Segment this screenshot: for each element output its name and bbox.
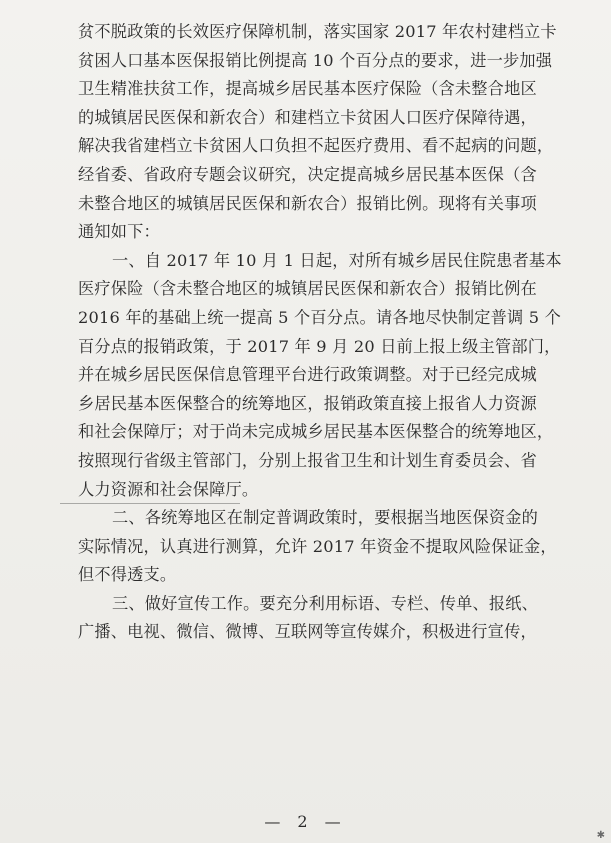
text-line	[78, 275, 583, 304]
text-line	[78, 390, 583, 419]
handwritten-underline	[60, 503, 240, 504]
text-line	[78, 190, 583, 219]
text-line	[78, 218, 583, 247]
document-body	[78, 18, 583, 647]
text-line	[78, 361, 583, 390]
text-line	[78, 304, 583, 333]
text-line	[78, 476, 583, 505]
text-line	[78, 561, 583, 590]
text-line-content: 经省委、省政府专题会议研究，决定提高城乡居民基本医保（含	[78, 164, 537, 184]
text-line-content: 未整合地区的城镇居民医保和新农合）报销比例。现将有关事项	[78, 193, 537, 213]
text-line	[78, 618, 583, 647]
text-line	[78, 104, 583, 133]
text-line-content: 二、各统筹地区在制定普调政策时，要根据当地医保资金的	[112, 508, 539, 528]
text-line-content: 人力资源和社会保障厅。	[78, 479, 259, 499]
text-line	[78, 333, 583, 362]
text-line	[78, 47, 583, 76]
text-line	[78, 447, 583, 476]
text-line-content: 贫不脱政策的长效医疗保障机制，落实国家 2017 年农村建档立卡	[78, 22, 557, 41]
text-line-content: 并在城乡居民医保信息管理平台进行政策调整。对于已经完成城	[78, 365, 537, 385]
text-line-content: 三、做好宣传工作。要充分利用标语、专栏、传单、报纸、	[112, 593, 539, 613]
text-line-content: 贫困人口基本医保报销比例提高 10 个百分点的要求，进一步加强	[78, 50, 553, 70]
text-line	[78, 533, 583, 562]
text-line-content: 百分点的报销政策，于 2017 年 9 月 20 日前上报上级主管部门，	[78, 336, 561, 356]
text-line-content: 的城镇居民医保和新农合）和建档立卡贫困人口医疗保障待遇，	[78, 107, 537, 127]
text-line-content: 2016 年的基础上统一提高 5 个百分点。请各地尽快制定普调 5 个	[78, 307, 562, 327]
text-line	[78, 504, 583, 533]
text-line	[78, 590, 583, 619]
text-line-content: 医疗保险（含未整合地区的城镇居民医保和新农合）报销比例在	[78, 279, 537, 299]
text-line	[78, 418, 583, 447]
page-number: — 2 —	[264, 812, 347, 831]
text-line-content: 一、自 2017 年 10 月 1 日起，对所有城乡居民住院患者基本	[112, 250, 562, 270]
text-line-content: 乡居民基本医保整合的统筹地区，报销政策直接上报省人力资源	[78, 393, 537, 413]
text-line-content: 但不得透支。	[78, 565, 177, 585]
text-line-content: 解决我省建档立卡贫困人口负担不起医疗费用、看不起病的问题，	[78, 136, 554, 156]
corner-mark: ✱	[596, 830, 605, 841]
text-line	[78, 18, 583, 47]
text-line-content: 实际情况，认真进行测算，允许 2017 年资金不提取风险保证金，	[78, 536, 557, 556]
text-line-content: 通知如下：	[78, 222, 160, 242]
text-line-content: 广播、电视、微信、微博、互联网等宣传媒介，积极进行宣传，	[78, 622, 537, 642]
text-line	[78, 247, 583, 276]
text-line-content: 和社会保障厅；对于尚未完成城乡居民基本医保整合的统筹地区，	[78, 422, 554, 442]
text-line	[78, 161, 583, 190]
text-line	[78, 132, 583, 161]
text-line	[78, 75, 583, 104]
text-line-content: 按照现行省级主管部门，分别上报省卫生和计划生育委员会、省	[78, 450, 537, 470]
text-line-content: 卫生精准扶贫工作，提高城乡居民基本医疗保险（含未整合地区	[78, 79, 537, 99]
